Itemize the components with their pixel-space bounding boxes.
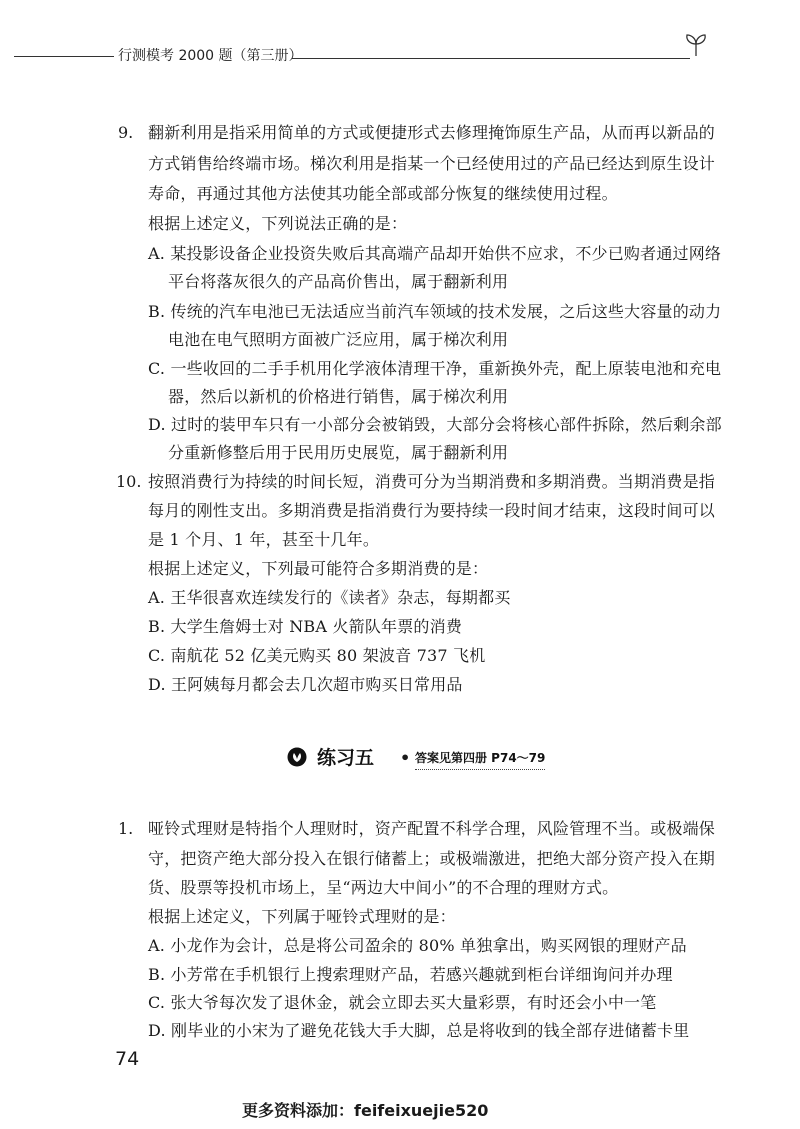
option-c: C. 张大爷每次发了退休金，就会立即去买大量彩票，有时还会小中一笔 xyxy=(148,993,657,1012)
question-text-line: 是 1 个月、1 年，甚至十几年。 xyxy=(148,530,380,549)
question-prompt: 根据上述定义，下列属于哑铃式理财的是： xyxy=(148,907,456,926)
option-b: B. 小芳常在手机银行上搜索理财产品，若感兴趣就到柜台详细询问并办理 xyxy=(148,965,673,984)
section-title: 练习五 xyxy=(317,747,375,769)
option-c: C. 南航花 52 亿美元购买 80 架波音 737 飞机 xyxy=(148,646,486,665)
option-b-line: 电池在电气照明方面被广泛应用，属于梯次利用 xyxy=(168,330,509,349)
question-text-line: 翻新利用是指采用简单的方式或便捷形式去修理掩饰原生产品，从而再以新品的 xyxy=(148,123,716,142)
question-text-line: 按照消费行为持续的时间长短，消费可分为当期消费和多期消费。当期消费是指 xyxy=(148,472,716,491)
flower-icon xyxy=(287,747,307,767)
book-title: 行测模考 2000 题（第三册） xyxy=(118,48,303,64)
question-number: 9. xyxy=(118,123,134,142)
question-text-line: 寿命，再通过其他方法使其功能全部或部分恢复的继续使用过程。 xyxy=(148,184,618,203)
page-number: 74 xyxy=(115,1048,140,1070)
question-number: 1. xyxy=(118,819,134,838)
option-c-line: 器，然后以新机的价格进行销售，属于梯次利用 xyxy=(168,387,509,406)
option-d-line: D. 过时的装甲车只有一小部分会被销毁，大部分会将核心部件拆除，然后剩余部 xyxy=(148,415,722,434)
answer-reference: 答案见第四册 P74～79 xyxy=(415,747,545,770)
option-d: D. 王阿姨每月都会去几次超市购买日常用品 xyxy=(148,675,463,694)
question-text-line: 每月的刚性支出。多期消费是指消费行为要持续一段时间才结束，这段时间可以 xyxy=(148,501,716,520)
option-d-line: 分重新修整后用于民用历史展览，属于翻新利用 xyxy=(168,443,509,462)
question-text-line: 方式销售给终端市场。梯次利用是指某一个已经使用过的产品已经达到原生设计 xyxy=(148,154,716,173)
footer-watermark-text: 更多资料添加：feifeixuejie520 xyxy=(242,1101,489,1120)
question-prompt: 根据上述定义，下列最可能符合多期消费的是： xyxy=(148,559,489,578)
option-c-line: C. 一些收回的二手手机用化学液体清理干净，重新换外壳，配上原装电池和充电 xyxy=(148,359,722,378)
option-b-line: B. 传统的汽车电池已无法适应当前汽车领域的技术发展，之后这些大容量的动力 xyxy=(148,302,722,321)
option-a: A. 王华很喜欢连续发行的《读者》杂志，每期都买 xyxy=(148,588,511,607)
option-a-line: 平台将落灰很久的产品高价售出，属于翻新利用 xyxy=(168,272,509,291)
question-text-line: 哑铃式理财是特指个人理财时，资产配置不科学合理，风险管理不当。或极端保 xyxy=(148,819,716,838)
question-text-line: 守，把资产绝大部分投入在银行储蓄上；或极端激进，把绝大部分资产投入在期 xyxy=(148,849,716,868)
option-d: D. 刚毕业的小宋为了避免花钱大手大脚，总是将收到的钱全部存进储蓄卡里 xyxy=(148,1021,690,1040)
question-number: 10. xyxy=(116,472,142,491)
question-prompt: 根据上述定义，下列说法正确的是： xyxy=(148,214,408,233)
option-b: B. 大学生詹姆士对 NBA 火箭队年票的消费 xyxy=(148,617,463,636)
option-a: A. 小龙作为会计，总是将公司盈余的 80% 单独拿出，购买网银的理财产品 xyxy=(148,936,687,955)
bullet-dot: • xyxy=(400,748,411,767)
option-a-line: A. 某投影设备企业投资失败后其高端产品却开始供不应求，不少已购者通过网络 xyxy=(148,244,722,263)
question-text-line: 货、股票等投机市场上，呈“两边大中间小”的不合理的理财方式。 xyxy=(148,878,619,897)
